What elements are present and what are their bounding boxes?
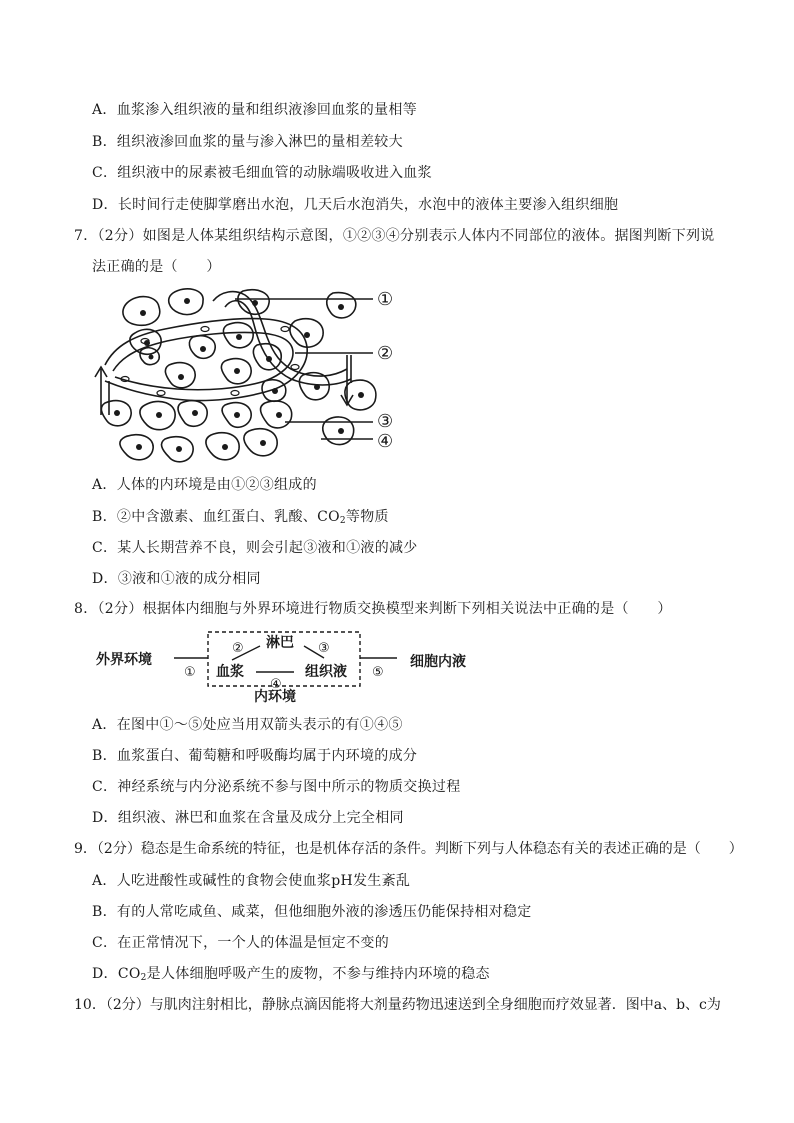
intracellular-fluid-label: 细胞内液: [410, 654, 466, 670]
diagram-num-3: ③: [318, 641, 330, 656]
tissue-structure-figure: [85, 285, 415, 470]
q7-option-a: A．人体的内环境是由①②③组成的: [92, 477, 317, 493]
lymph-label: 淋巴: [266, 635, 294, 651]
figure-label-2: ②: [377, 343, 394, 364]
q7-option-b-text: B．②中含激素、血红蛋白、乳酸、CO: [92, 509, 340, 525]
q7-option-b: [92, 508, 389, 526]
q6-option-c: C．组织液中的尿素被毛细血管的动脉端吸收进入血浆: [92, 165, 432, 181]
q7-option-b-subscript: 2: [339, 516, 346, 526]
exchange-model-diagram: [92, 628, 492, 706]
q8-option-a: A．在图中①～⑤处应当用双箭头表示的有①④⑤: [92, 717, 403, 733]
outer-environment-label: 外界环境: [96, 652, 152, 668]
tissue-fluid-label: 组织液: [305, 664, 347, 680]
q9-option-d-text: D．CO: [92, 966, 141, 982]
figure-label-4: ④: [377, 431, 394, 452]
q10-stem: 10．（2分）与肌肉注射相比，静脉点滴因能将大剂量药物迅速送到全身细胞而疗效显著．图中a、b、c为: [74, 997, 721, 1013]
q9-option-d-subscript: 2: [140, 973, 147, 983]
q8-option-c: C．神经系统与内分泌系统不参与图中所示的物质交换过程: [92, 779, 461, 795]
q8-stem: 8．（2分）根据体内细胞与外界环境进行物质交换模型来判断下列相关说法中正确的是（ ）: [74, 601, 672, 617]
q7-option-b-text-end: 等物质: [345, 509, 389, 525]
diagram-num-4: ④: [270, 677, 282, 692]
internal-environment-label: 内环境: [254, 689, 296, 705]
q6-option-b: B．组织液渗回血浆的量与渗入淋巴的量相差较大: [92, 134, 403, 150]
q7-option-c: C．某人长期营养不良，则会引起③液和①液的减少: [92, 540, 418, 556]
q9-option-d: [92, 965, 490, 983]
plasma-label: 血浆: [216, 664, 244, 680]
q7-stem: 7．（2分）如图是人体某组织结构示意图，①②③④分别表示人体内不同部位的液体。据图判断下列说: [74, 228, 715, 244]
q9-option-c: C．在正常情况下，一个人的体温是恒定不变的: [92, 935, 390, 951]
q9-option-d-text-end: 是人体细胞呼吸产生的废物，不参与维持内环境的稳态: [146, 966, 490, 982]
q8-option-b: B．血浆蛋白、葡萄糖和呼吸酶均属于内环境的成分: [92, 748, 418, 764]
q9-option-a: A．人吃进酸性或碱性的食物会使血浆pH发生紊乱: [92, 873, 411, 889]
figure-label-1: ①: [377, 289, 394, 310]
q6-option-d: D．长时间行走使脚掌磨出水泡，几天后水泡消失，水泡中的液体主要渗入组织细胞: [92, 197, 619, 213]
q6-option-a: A．血浆渗入组织液的量和组织液渗回血浆的量相等: [92, 102, 418, 118]
figure-label-3: ③: [377, 411, 394, 432]
q8-option-d: D．组织液、淋巴和血浆在含量及成分上完全相同: [92, 810, 404, 826]
diagram-num-5: ⑤: [372, 665, 384, 680]
q7-option-d: D．③液和①液的成分相同: [92, 571, 261, 587]
q9-stem: 9．（2分）稳态是生命系统的特征，也是机体存活的条件。判断下列与人体稳态有关的表述正确的是（ ）: [74, 841, 743, 857]
q7-stem-continued: 法正确的是（ ）: [92, 259, 221, 275]
diagram-num-2: ②: [232, 641, 244, 656]
diagram-num-1: ①: [184, 665, 196, 680]
q9-option-b: B．有的人常吃咸鱼、咸菜，但他细胞外液的渗透压仍能保持相对稳定: [92, 904, 532, 920]
